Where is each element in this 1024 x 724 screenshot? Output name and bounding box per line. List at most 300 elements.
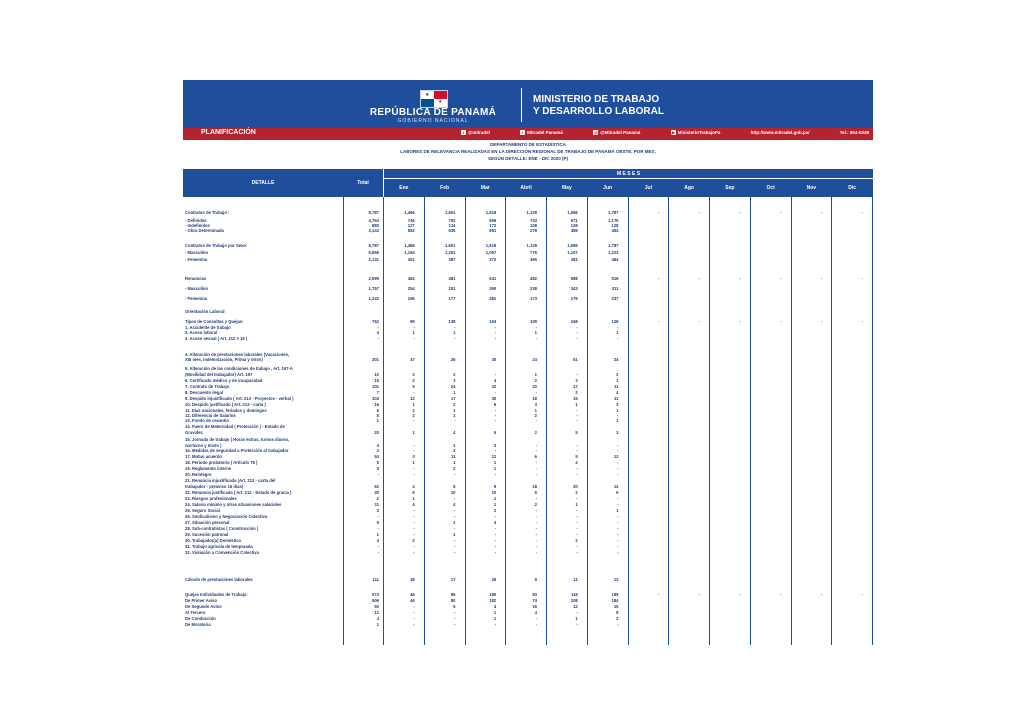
- row-value-may: 343: [570, 286, 578, 291]
- row-value-mar: 1: [493, 616, 497, 621]
- row-label: 17. Mutuo acuerdo: [185, 454, 222, 459]
- row-value-mar: 1,618: [485, 243, 497, 248]
- row-label: Gravidez: [185, 430, 203, 435]
- row-total: 15: [374, 378, 379, 383]
- row-value-may: 11: [573, 577, 578, 582]
- row-value-ene: -: [413, 472, 415, 477]
- row-value-ene: 1: [412, 460, 415, 465]
- row-total: 4,764: [368, 218, 379, 223]
- row-value-mar: 182: [489, 598, 497, 603]
- row-value-abril: 2: [534, 413, 537, 418]
- row-value-feb: 1: [453, 408, 456, 413]
- row-value-mar: -: [494, 532, 497, 537]
- month-header-jul: Jul: [629, 179, 669, 197]
- row-value-mar: 4: [493, 520, 497, 525]
- row-value-feb: -: [454, 514, 456, 519]
- social-youtube[interactable]: ▶ MinisterioTrabajoPa: [671, 130, 721, 135]
- row-value-feb: 134: [448, 223, 456, 228]
- row-total: 2: [376, 496, 379, 501]
- month-header-dic: Dic: [832, 179, 872, 197]
- row-value-ene: 464: [407, 276, 415, 281]
- month-header-nov: Nov: [792, 179, 832, 197]
- row-value-abril: -: [535, 544, 537, 549]
- row-value-abril: -: [535, 443, 537, 448]
- row-value-ene: 127: [407, 223, 415, 228]
- row-total: -: [377, 336, 379, 341]
- row-total: 16: [374, 402, 379, 407]
- row-value-abril: -: [535, 418, 537, 423]
- row-value-mar: -: [494, 514, 497, 519]
- row-value-ene: 1: [412, 402, 415, 407]
- row-value-ene: 3: [412, 454, 415, 459]
- row-value-may: -: [576, 330, 578, 335]
- row-value-may: 688: [570, 276, 578, 281]
- row-value-jun: 11: [614, 384, 619, 389]
- row-value-ene: -: [413, 526, 415, 531]
- row-value-ene: 1: [412, 430, 415, 435]
- header-detalle: DETALLE: [183, 169, 343, 197]
- row-label: - Masculino: [185, 286, 209, 291]
- row-value-jun: 15: [613, 604, 619, 609]
- row-value-jun: 1,223: [608, 250, 619, 255]
- government-label: GOBIERNO NACIONAL: [397, 118, 469, 124]
- row-value-mar: 180: [489, 592, 497, 597]
- row-value-ene: -: [413, 532, 415, 537]
- row-label: - Femenino: [185, 257, 208, 262]
- row-value-mar: 30: [491, 357, 497, 362]
- row-value-jun: -: [617, 460, 619, 465]
- row-value-mar: -: [494, 330, 497, 335]
- row-value-jun: 1: [616, 378, 619, 383]
- social-instagram[interactable]: ◎ @Mitradel Panamá: [593, 130, 641, 135]
- row-label: Contratos de Trabajo por Sexo:: [185, 243, 248, 248]
- row-value-mar: -: [494, 372, 497, 377]
- row-value-ene: -: [413, 610, 415, 615]
- row-value-may: 489: [570, 228, 578, 233]
- row-value-abril: -: [535, 466, 537, 471]
- row-value-jun: 24: [613, 357, 619, 362]
- row-value-mar: 12: [491, 454, 497, 459]
- row-value-feb: 2: [453, 466, 456, 471]
- row-total: 1,242: [368, 296, 379, 301]
- phone-number: Tel.: 504-0249: [839, 130, 869, 135]
- row-label: 5. Alteración de las condiciones de trabajo , Art. 197-A: [185, 366, 293, 371]
- row-value-dic: -: [861, 210, 863, 215]
- month-header-sep: Sep: [710, 179, 750, 197]
- row-value-abril: 278: [530, 228, 537, 233]
- row-value-may: -: [576, 508, 578, 513]
- row-total: 880: [372, 223, 379, 228]
- row-value-mar: -: [494, 544, 497, 549]
- row-value-feb: 387: [448, 257, 456, 262]
- row-total: 4: [376, 538, 379, 543]
- row-total: 5: [376, 408, 379, 413]
- row-total: 201: [372, 357, 379, 362]
- month-header-oct: Oct: [751, 179, 791, 197]
- row-value-ene: 38: [410, 577, 415, 582]
- row-value-may: 1: [575, 402, 578, 407]
- row-value-ene: -: [413, 325, 415, 330]
- row-value-may: -: [576, 514, 578, 519]
- row-value-mar: 22: [491, 384, 497, 389]
- row-value-jun: 311: [611, 286, 619, 291]
- row-total: 2,999: [368, 276, 379, 281]
- row-value-feb: 10: [450, 490, 456, 495]
- row-total: 11: [374, 502, 379, 507]
- row-label: De Moratoria: [185, 622, 211, 627]
- row-value-ene: 1: [412, 496, 415, 501]
- row-value-nov: -: [820, 319, 823, 324]
- row-value-jun: 3: [616, 402, 619, 407]
- row-value-abril: -: [535, 622, 537, 627]
- row-total: 8,787: [368, 210, 379, 215]
- row-value-abril: 24: [532, 357, 537, 362]
- row-value-jun: -: [617, 544, 619, 549]
- row-value-mar: -: [494, 622, 497, 627]
- ministry-name: MINISTERIO DE TRABAJO Y DESARROLLO LABORAL: [533, 94, 664, 117]
- row-total: 12: [374, 610, 379, 615]
- row-value-mar: 1: [493, 502, 497, 507]
- column-divider: [628, 179, 629, 645]
- row-value-mar: 1,057: [485, 250, 497, 255]
- row-value-may: 2: [575, 490, 578, 495]
- row-label: Al Tercero: [185, 610, 206, 615]
- row-label: 19. Reglamento interno: [185, 466, 232, 471]
- month-header-feb: Feb: [425, 179, 465, 197]
- row-label: - Indefinidos: [185, 223, 210, 228]
- report-title: LABORES DE RELEVANCIA REALIZADAS EN LA DIRECCIÓN REGIONAL DE TRABAJO DE PANAMÁ OESTE, POR MES,: [400, 149, 656, 154]
- row-value-feb: -: [454, 544, 456, 549]
- row-value-ene: 2: [412, 408, 415, 413]
- row-total: 101: [372, 384, 379, 389]
- row-label: 8. Descuento ilegal: [185, 390, 223, 395]
- row-label: 30. Trabajador(a) Doméstico: [185, 538, 242, 543]
- row-value-abril: -: [535, 520, 537, 525]
- row-value-feb: 1,601: [445, 243, 456, 248]
- youtube-icon: ▶: [671, 130, 675, 135]
- column-divider: [668, 179, 669, 645]
- row-value-abril: -: [535, 448, 537, 453]
- row-total: 54: [374, 454, 379, 459]
- row-value-jun: 454: [611, 228, 619, 233]
- row-value-oct: -: [780, 210, 782, 215]
- row-value-jun: -: [617, 526, 619, 531]
- row-value-feb: -: [454, 538, 456, 543]
- row-label: - Masculino: [185, 250, 209, 255]
- row-value-jun: 4: [616, 390, 619, 395]
- row-value-ene: -: [413, 616, 415, 621]
- row-value-feb: 1: [453, 520, 456, 525]
- row-value-feb: -: [454, 472, 456, 477]
- month-header-jun: Jun: [588, 179, 628, 197]
- republic-name: REPÚBLICA DE PANAMÁ: [369, 107, 497, 118]
- row-value-dic: -: [861, 319, 863, 324]
- row-value-may: 1: [575, 502, 578, 507]
- row-value-dic: -: [861, 592, 863, 597]
- row-value-abril: 1,129: [526, 243, 537, 248]
- row-value-feb: 4: [453, 502, 456, 507]
- row-value-ene: 746: [407, 218, 415, 223]
- row-total: 8,787: [368, 243, 379, 248]
- row-value-jun: -: [617, 622, 619, 627]
- row-total: 3,143: [368, 228, 379, 233]
- row-value-feb: 1,601: [445, 210, 456, 215]
- row-value-ene: -: [413, 550, 415, 555]
- row-value-feb: 3: [453, 378, 456, 383]
- row-value-abril: 16: [532, 604, 537, 609]
- row-value-may: -: [576, 336, 578, 341]
- row-value-abril: 1: [534, 372, 537, 377]
- row-value-mar: 1: [493, 460, 497, 465]
- row-value-may: -: [576, 372, 578, 377]
- row-value-may: -: [576, 622, 578, 627]
- row-total: 5: [376, 520, 379, 525]
- row-value-feb: -: [454, 508, 456, 513]
- row-total: 5: [376, 460, 379, 465]
- row-label: - Femenino: [185, 296, 208, 301]
- row-value-jun: -: [617, 413, 619, 418]
- row-total: 62: [374, 484, 379, 489]
- row-value-jul: -: [657, 319, 660, 324]
- row-value-feb: 11: [451, 454, 456, 459]
- row-label: (Movilidad del trabajador) Art. 197: [185, 372, 253, 377]
- row-value-feb: 1: [453, 330, 456, 335]
- row-value-ene: 301: [407, 257, 415, 262]
- row-value-feb: 17: [450, 577, 456, 582]
- row-label: 1. Accidente de trabajo: [185, 325, 231, 330]
- row-value-oct: -: [780, 592, 782, 597]
- row-value-dic: -: [861, 276, 863, 281]
- row-value-abril: -: [535, 460, 537, 465]
- row-value-mar: -: [494, 408, 497, 413]
- row-value-feb: -: [454, 550, 456, 555]
- row-value-jun: -: [617, 550, 619, 555]
- row-label: Tipos de Consultas y Quejas:: [185, 319, 244, 324]
- row-value-jul: -: [657, 276, 660, 281]
- row-value-feb: 5: [453, 484, 456, 489]
- row-label: trabajador - preaviso 15 días): [185, 484, 244, 489]
- row-value-mar: 9: [493, 484, 497, 489]
- row-total: 2: [376, 448, 379, 453]
- row-value-jun: 1: [616, 330, 619, 335]
- row-value-ene: 195: [407, 296, 415, 301]
- row-value-may: 671: [570, 218, 578, 223]
- row-value-ene: -: [413, 520, 415, 525]
- row-value-jun: 2: [616, 616, 619, 621]
- row-value-mar: 281: [489, 296, 497, 301]
- month-header-ago: Ago: [669, 179, 709, 197]
- row-value-jun: -: [617, 325, 619, 330]
- row-total: 1: [376, 622, 379, 627]
- row-value-feb: 1,251: [445, 250, 456, 255]
- row-value-abril: -: [535, 508, 537, 513]
- row-value-ene: 1,164: [404, 250, 415, 255]
- row-label: Cálculo de prestaciones laborales: [185, 577, 253, 582]
- row-label: 23. Riesgos profesionales: [185, 496, 237, 501]
- row-value-may: 2: [575, 460, 578, 465]
- row-value-may: -: [576, 408, 578, 413]
- row-total: 506: [372, 598, 379, 603]
- row-total: 20: [374, 430, 379, 435]
- row-value-abril: 109: [530, 319, 537, 324]
- row-value-abril: -: [535, 538, 537, 543]
- row-label: 21. Renuncia injustificada (Art. 213 - carta del: [185, 478, 276, 483]
- month-header-mar: Mar: [466, 179, 506, 197]
- row-value-jun: 184: [611, 598, 619, 603]
- row-value-may: 1,086: [567, 243, 578, 248]
- row-value-feb: 138: [448, 319, 456, 324]
- row-value-may: 9: [575, 454, 578, 459]
- row-value-mar: 1: [493, 496, 497, 501]
- row-value-abril: 173: [530, 296, 537, 301]
- row-value-abril: -: [535, 532, 537, 537]
- row-value-feb: 1: [453, 460, 456, 465]
- row-value-jun: 3: [616, 430, 619, 435]
- row-value-ene: -: [413, 604, 415, 609]
- row-value-may: 2: [575, 538, 578, 543]
- row-value-jun: 1: [616, 508, 619, 513]
- row-value-jun: 128: [611, 223, 619, 228]
- row-label: 3. Acoso sexual ( Art. 212 # 16 ): [185, 336, 248, 341]
- row-total: 762: [372, 319, 379, 324]
- row-value-mar: 641: [489, 276, 497, 281]
- row-value-may: 2: [575, 390, 578, 395]
- row-value-feb: 2: [453, 372, 456, 377]
- row-value-jun: -: [617, 496, 619, 501]
- row-value-feb: 1: [453, 443, 456, 448]
- row-value-may: -: [576, 496, 578, 501]
- row-value-jun: 2: [616, 372, 619, 377]
- row-value-mar: 1: [493, 610, 497, 615]
- row-value-ene: -: [413, 622, 415, 627]
- row-value-abril: -: [535, 514, 537, 519]
- row-value-may: 20: [573, 484, 578, 489]
- row-value-may: -: [576, 610, 578, 615]
- report-period: SEGÚN DETALLE: ENE - DIC 2020 (P): [488, 156, 568, 161]
- section-title: PLANIFICACIÓN: [201, 129, 256, 136]
- row-value-ene: 2: [412, 378, 415, 383]
- row-value-may: -: [576, 466, 578, 471]
- column-divider: [709, 179, 710, 645]
- row-value-abril: 9: [534, 577, 537, 582]
- social-facebook[interactable]: f Mitradel Panamá: [522, 130, 563, 135]
- header-banner: [183, 80, 873, 128]
- row-label: 6. Certificado médico y de incapacidad: [185, 378, 263, 383]
- row-total: 1: [376, 418, 379, 423]
- row-label: 24. Salario mínimo y otras situaciones salariales: [185, 502, 282, 507]
- row-total: 4: [376, 330, 379, 335]
- row-value-ene: 47: [410, 357, 415, 362]
- row-value-abril: 1: [534, 330, 537, 335]
- social-twitter[interactable]: t @mitradel: [462, 130, 490, 135]
- row-value-mar: 26: [491, 577, 497, 582]
- row-value-jun: -: [617, 336, 619, 341]
- row-total: -: [377, 544, 379, 549]
- row-value-sep: -: [739, 276, 741, 281]
- row-value-ene: 592: [407, 228, 415, 233]
- row-value-jun: 1,787: [608, 243, 619, 248]
- row-value-feb: -: [454, 622, 456, 627]
- column-divider: [791, 179, 792, 645]
- row-label: 32. Violación a Convención Colectiva: [185, 550, 259, 555]
- row-value-abril: -: [535, 390, 537, 395]
- row-value-sep: -: [739, 319, 741, 324]
- row-value-mar: 4: [493, 378, 497, 383]
- row-label: 22. Renuncia justificada ( Art. 212 - Estado de gracia ): [185, 490, 292, 495]
- row-total: 4: [376, 443, 379, 448]
- row-value-mar: 4: [493, 604, 497, 609]
- row-value-feb: 26: [450, 357, 456, 362]
- row-label: 2. Acoso laboral: [185, 330, 218, 335]
- row-value-feb: 5: [453, 604, 456, 609]
- row-value-mar: -: [494, 550, 497, 555]
- panama-flag-icon: ★ ★: [420, 90, 448, 108]
- row-value-mar: 666: [489, 218, 497, 223]
- row-value-feb: 17: [450, 396, 456, 401]
- row-total: 50: [374, 604, 379, 609]
- row-value-abril: -: [535, 616, 537, 621]
- row-value-may: 3: [575, 378, 578, 383]
- row-value-may: 5: [575, 430, 578, 435]
- row-value-jul: -: [657, 210, 660, 215]
- row-total: 2,131: [368, 257, 379, 262]
- row-label: 14. Fuero de Maternidad ( Protección ) - Estado de: [185, 424, 285, 429]
- row-value-jun: -: [617, 443, 619, 448]
- row-value-abril: 20: [532, 384, 537, 389]
- column-divider: [831, 179, 832, 645]
- row-value-feb: 251: [448, 286, 456, 291]
- month-header-abril: Abril: [506, 179, 546, 197]
- row-value-ene: 1: [412, 330, 415, 335]
- row-total: -: [377, 472, 379, 477]
- row-value-mar: 591: [489, 228, 497, 233]
- row-value-may: 51: [573, 357, 578, 362]
- row-value-mar: -: [494, 325, 497, 330]
- row-value-may: 15: [573, 396, 578, 401]
- facebook-icon: f: [522, 130, 524, 135]
- row-label: 31. Trabajo agrícola de temporada: [185, 544, 253, 549]
- month-header-may: May: [547, 179, 587, 197]
- row-total: 7: [376, 390, 379, 395]
- row-value-jun: 237: [611, 296, 619, 301]
- column-divider: [872, 179, 873, 645]
- row-value-mar: 3: [493, 443, 497, 448]
- row-value-jun: 464: [611, 257, 619, 262]
- row-value-mar: -: [494, 390, 497, 395]
- row-value-feb: -: [454, 336, 456, 341]
- row-label: 15. Jornada de trabajo ( Horas extras, turnos diurno,: [185, 437, 290, 442]
- row-value-may: 381: [570, 257, 578, 262]
- row-value-abril: 776: [530, 250, 537, 255]
- row-label: Quejas Individuales de Trabajo:: [185, 592, 248, 597]
- row-value-may: -: [576, 520, 578, 525]
- column-divider: [750, 179, 751, 645]
- twitter-icon: t: [462, 130, 465, 135]
- row-value-jun: 1,787: [608, 210, 619, 215]
- row-value-feb: 80: [450, 598, 456, 603]
- row-value-jun: 1: [616, 408, 619, 413]
- row-value-ene: -: [413, 544, 415, 549]
- row-value-jun: -: [617, 466, 619, 471]
- row-value-ene: 12: [410, 396, 415, 401]
- website-link[interactable]: http://www.mitradel.gob.pa/: [750, 130, 810, 135]
- row-label: 9. Despido injustificado ( Art. 213 - Proyectos - verbal ): [185, 396, 294, 401]
- row-value-ene: 9: [412, 384, 415, 389]
- statistics-table: [183, 169, 873, 645]
- row-value-abril: 2: [534, 502, 537, 507]
- row-value-abril: -: [535, 496, 537, 501]
- row-value-abril: -: [535, 472, 537, 477]
